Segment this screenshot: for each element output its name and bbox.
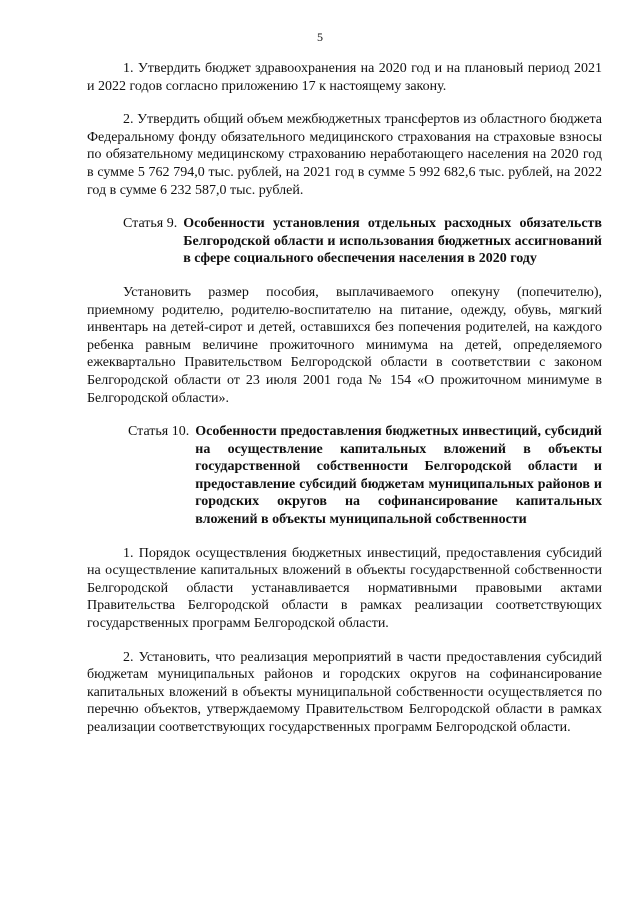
paragraph-budget-healthcare: 1. Утвердить бюджет здравоохранения на 2020 год и на плановый период 2021 и 2022 годов согласно приложению 17 к настоящему закону. — [87, 61, 602, 94]
article-9-body: Установить размер пособия, выплачиваемого опекуну (попечителю), приемному родителю, родителю-воспитателю на питание, одежду, обувь, мягкий инвентарь на детей-сирот и детей, оставшихся без попечения родителей, на каждого ребенка равным величине прожиточного минимума на детей, определяемого ежеквартально Правительством Белгородской области в соответствии с законом Белгородской области от 23 июля 2001 года № 154 «О прожиточном минимуме в Белгородской области». — [87, 284, 602, 406]
article-9-title: Особенности установления отдельных расходных обязательств Белгородской области и использования бюджетных ассигнований в сфере социального обеспечения населения в 2020 году — [183, 216, 602, 267]
article-9-label: Статья 9. — [123, 216, 178, 232]
article-10-heading — [87, 423, 602, 529]
paragraph-interbudget-transfers: 2. Утвердить общий объем межбюджетных трансфертов из областного бюджета Федеральному фонду обязательного медицинского страхования на страховые взносы по обязательному медицинскому страхованию неработающего населения на 2020 год в сумме 5 762 794,0 тыс. рублей, на 2021 год в сумме 5 992 682,6 тыс. рублей, на 2022 год в сумме 6 232 587,0 тыс. рублей. — [87, 112, 602, 198]
document-body — [87, 60, 602, 737]
article-10-label: Статья 10. — [128, 424, 190, 440]
article-9-heading — [87, 215, 602, 268]
article-10-paragraph-1: 1. Порядок осуществления бюджетных инвестиций, предоставления субсидий на осуществление капитальных вложений в объекты государственной собственности Белгородской области устанавливается нормативными правовыми актами Правительства Белгородской области в рамках реализации соответствующих государственных программ Белгородской области. — [87, 545, 602, 632]
page-number: 5 — [317, 30, 323, 44]
article-10-paragraph-2: 2. Установить, что реализация мероприятий в части предоставления субсидий бюджетам муниципальных районов и городских округов на софинансирование капитальных вложений в объекты муниципальной собственности осуществляется по перечню объектов, утверждаемому Правительством Белгородской области в рамках реализации соответствующих государственных программ Белгородской области. — [87, 649, 602, 735]
article-10-title: Особенности предоставления бюджетных инвестиций, субсидий на осуществление капитальных вложений в объекты государственной собственности Белгородской области и предоставление субсидий бюджетам муниципальных районов и городских округов на софинансирование капитальных вложений в объекты муниципальной собственности — [195, 424, 602, 528]
